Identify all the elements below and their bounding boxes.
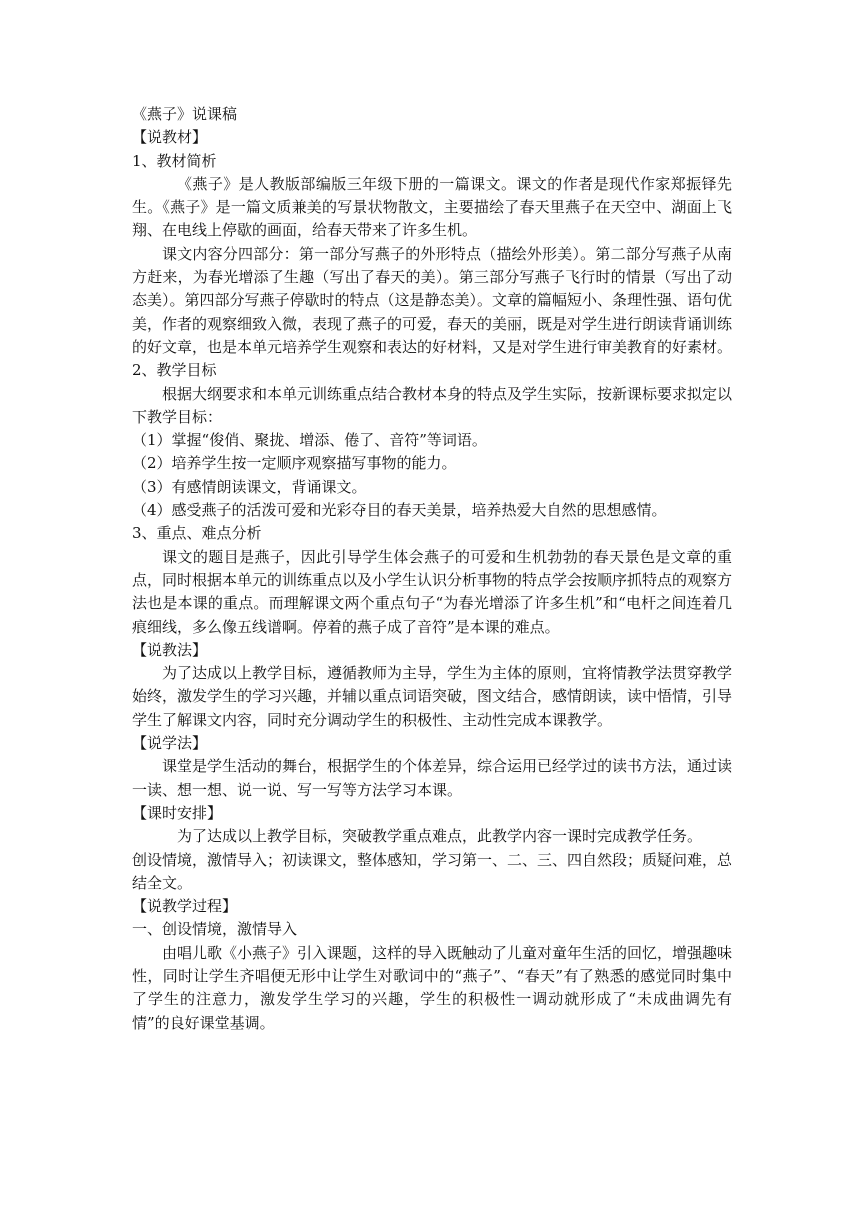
goal-item: （3）有感情朗读课文，背诵课文。 [132, 477, 367, 496]
section-heading-keshi: 【课时安排】 [132, 803, 223, 822]
paragraph: 为了达成以上教学目标，突破教学重点难点，此教学内容一课时完成教学任务。 [177, 827, 703, 846]
paragraph: 课文的题目是燕子，因此引导学生体会燕子的可爱和生机勃勃的春天景色是文章的重点，同时根据本单元的训练重点以及小学生认识分析事物的特点学会按顺序抓特点的观察方法也是本课的重点。而理解课文两个重点句子“为春光增添了许多生机”和“电杆之间连着几痕细线，多么像五线谱啊。停着的燕子成了音符”是本课的难点。 [132, 547, 733, 636]
section-heading-xuefa: 【说学法】 [132, 734, 208, 753]
paragraph: 为了达成以上教学目标，遵循教师为主导，学生为主体的原则，宜将情教学法贯穿教学始终，激发学生的学习兴趣，并辅以重点词语突破，图文结合，感情朗读，读中悟情，引导学生了解课文内容，同时充分调动学生的积极性、主动性完成本课教学。 [132, 664, 733, 729]
section-heading-jiaofa: 【说教法】 [132, 640, 208, 659]
document-page [132, 103, 732, 1035]
step-heading: 一、创设情境，激情导入 [132, 920, 298, 939]
goal-item: （1）掌握“俊俏、聚拢、增添、倦了、音符”等词语。 [132, 431, 487, 450]
section-heading-jiaocai: 【说教材】 [132, 128, 208, 147]
section-heading-guocheng: 【说教学过程】 [132, 897, 238, 916]
goal-item: （4）感受燕子的活泼可爱和光彩夺目的春天美景，培养热爱大自然的思想感情。 [132, 501, 667, 520]
paragraph: 课堂是学生活动的舞台，根据学生的个体差异，综合运用已经学过的读书方法，通过读一读、想一想、说一说、写一写等方法学习本课。 [132, 757, 733, 799]
paragraph: 课文内容分四部分：第一部分写燕子的外形特点（描绘外形美）。第二部分写燕子从南方赶来，为春光增添了生趣（写出了春天的美）。第三部分写燕子飞行时的情景（写出了动态美）。第四部分写燕子停歇时的特点（这是静态美）。文章的篇幅短小、条理性强、语句优美，作者的观察细致入微，表现了燕子的可爱，春天的美丽，既是对学生进行朗读背诵训练的好文章，也是本单元培养学生观察和表达的好材料，又是对学生进行审美教育的好素材。 [132, 244, 733, 356]
subheading-goals: 2、教学目标 [132, 361, 217, 380]
paragraph: 由唱儿歌《小燕子》引入课题，这样的导入既触动了儿童对童年生活的回忆，增强趣味性，同时让学生齐唱便无形中让学生对歌词中的“燕子”、“春天”有了熟悉的感觉同时集中了学生的注意力，激发学生学习的兴趣，学生的积极性一调动就形成了“未成曲调先有情”的良好课堂基调。 [132, 943, 733, 1032]
subheading-key-points: 3、重点、难点分析 [132, 524, 262, 543]
document-title: 《燕子》说课稿 [132, 105, 238, 123]
paragraph: 根据大纲要求和本单元训练重点结合教材本身的特点及学生实际，按新课标要求拟定以下教学目标： [132, 384, 733, 426]
paragraph: 《燕子》是人教版部编版三年级下册的一篇课文。课文的作者是现代作家郑振铎先生。《燕子》是一篇文质兼美的写景状物散文，主要描绘了春天里燕子在天空中、湖面上飞翔、在电线上停歇的画面，给春天带来了许多生机。 [132, 174, 732, 240]
paragraph: 创设情境，激情导入；初读课文，整体感知，学习第一、二、三、四自然段；质疑问难，总结全文。 [132, 850, 733, 892]
subheading-analysis: 1、教材简析 [132, 151, 217, 170]
goal-item: （2）培养学生按一定顺序观察描写事物的能力。 [132, 454, 457, 473]
